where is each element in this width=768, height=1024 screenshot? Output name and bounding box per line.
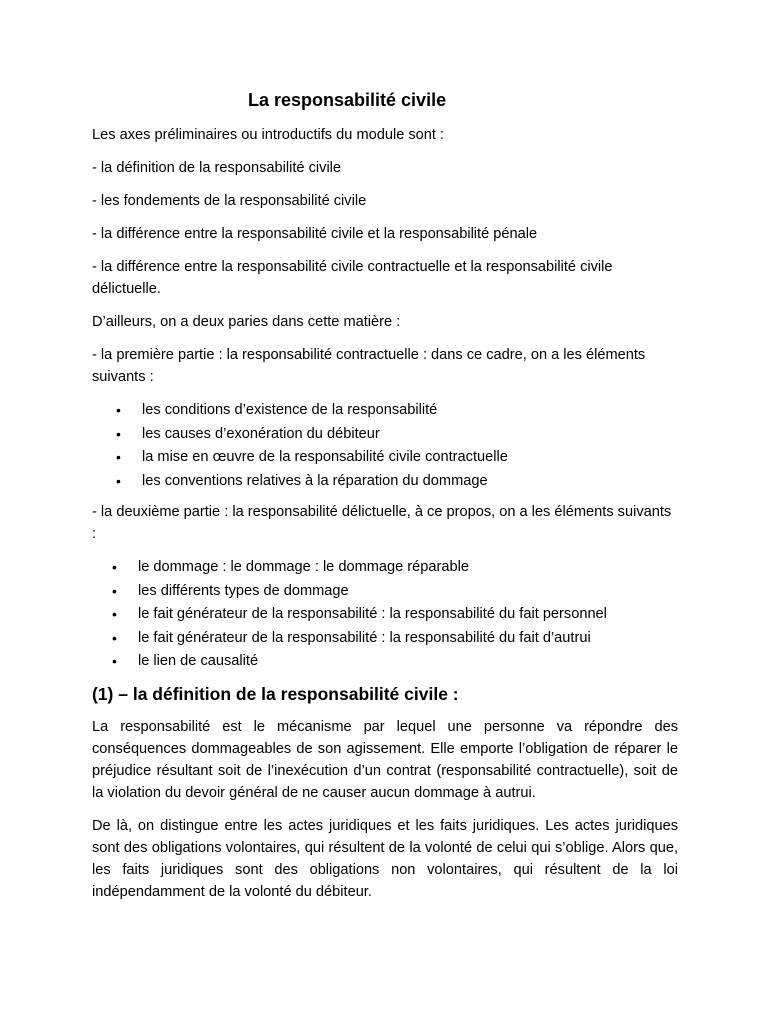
list-item bbox=[92, 399, 678, 423]
list-item bbox=[92, 650, 678, 674]
bullet-icon: • bbox=[112, 559, 117, 575]
axis-line: - la définition de la responsabilité civile bbox=[92, 160, 342, 176]
list-item-text: la mise en œuvre de la responsabilité civile contractuelle bbox=[142, 449, 508, 465]
bullet-icon: • bbox=[112, 629, 117, 646]
part2-list bbox=[92, 556, 678, 674]
list-item bbox=[92, 470, 678, 494]
axis-line: - la différence entre la responsabilité civile contractuelle et la responsabilité civile délictuelle. bbox=[92, 259, 613, 297]
axis-line: - la différence entre la responsabilité civile et la responsabilité pénale bbox=[92, 226, 538, 242]
list-item bbox=[92, 603, 678, 627]
part2-paragraph: - la deuxième partie : la responsabilité délictuelle, à ce propos, on a les éléments suivants : bbox=[92, 504, 672, 542]
bullet-icon: • bbox=[112, 606, 117, 622]
list-item bbox=[92, 556, 678, 580]
list-item-text: les différents types de dommage bbox=[138, 582, 349, 599]
bullet-icon: • bbox=[116, 449, 121, 465]
section-paragraph: La responsabilité est le mécanisme par lequel une personne va répondre des conséquences dommageables de son agissement. Elle emporte l’obligation de réparer le préjudice résultant soit de l’inexécution d’un contrat (responsabilité contractuelle), soit de la violation du devoir général de ne causer aucun dommage à autrui. bbox=[92, 718, 678, 801]
part1-list bbox=[92, 399, 678, 493]
bullet-icon: • bbox=[112, 653, 117, 669]
axis-line: - les fondements de la responsabilité civile bbox=[92, 193, 367, 209]
list-item bbox=[92, 423, 678, 447]
bullet-icon: • bbox=[116, 472, 121, 489]
bullet-icon: • bbox=[116, 402, 121, 418]
document-title: La responsabilité civile bbox=[248, 90, 447, 110]
list-item-text: le lien de causalité bbox=[138, 653, 259, 669]
list-item-text: les conditions d’existence de la responsabilité bbox=[142, 402, 438, 418]
parts-intro-paragraph: D’ailleurs, on a deux paries dans cette matière : bbox=[92, 314, 401, 330]
part1-paragraph: - la première partie : la responsabilité contractuelle : dans ce cadre, on a les éléments suivants : bbox=[92, 347, 646, 385]
list-item-text: le fait générateur de la responsabilité : la responsabilité du fait d’autrui bbox=[138, 629, 591, 646]
list-item bbox=[92, 580, 678, 604]
intro-paragraph: Les axes préliminaires ou introductifs du module sont : bbox=[92, 127, 445, 143]
list-item-text: le fait générateur de la responsabilité : la responsabilité du fait personnel bbox=[138, 606, 607, 622]
list-item bbox=[92, 627, 678, 651]
list-item-text: les conventions relatives à la réparation du dommage bbox=[142, 472, 488, 489]
document-body bbox=[92, 124, 678, 914]
bullet-icon: • bbox=[112, 582, 117, 599]
bullet-icon: • bbox=[116, 425, 121, 442]
list-item-text: les causes d’exonération du débiteur bbox=[142, 425, 380, 442]
section-paragraph: De là, on distingue entre les actes juridiques et les faits juridiques. Les actes juridiques sont des obligations volontaires, qui résultent de la volonté de celui qui s’oblige. Alors que, les faits juridiques sont des obligations non volontaires, qui résultent de la loi indépendamment de la volonté du débiteur. bbox=[92, 817, 678, 900]
list-item bbox=[92, 446, 678, 470]
section-heading: (1) – la définition de la responsabilité civile : bbox=[92, 683, 459, 704]
list-item-text: le dommage : le dommage : le dommage réparable bbox=[138, 559, 469, 575]
